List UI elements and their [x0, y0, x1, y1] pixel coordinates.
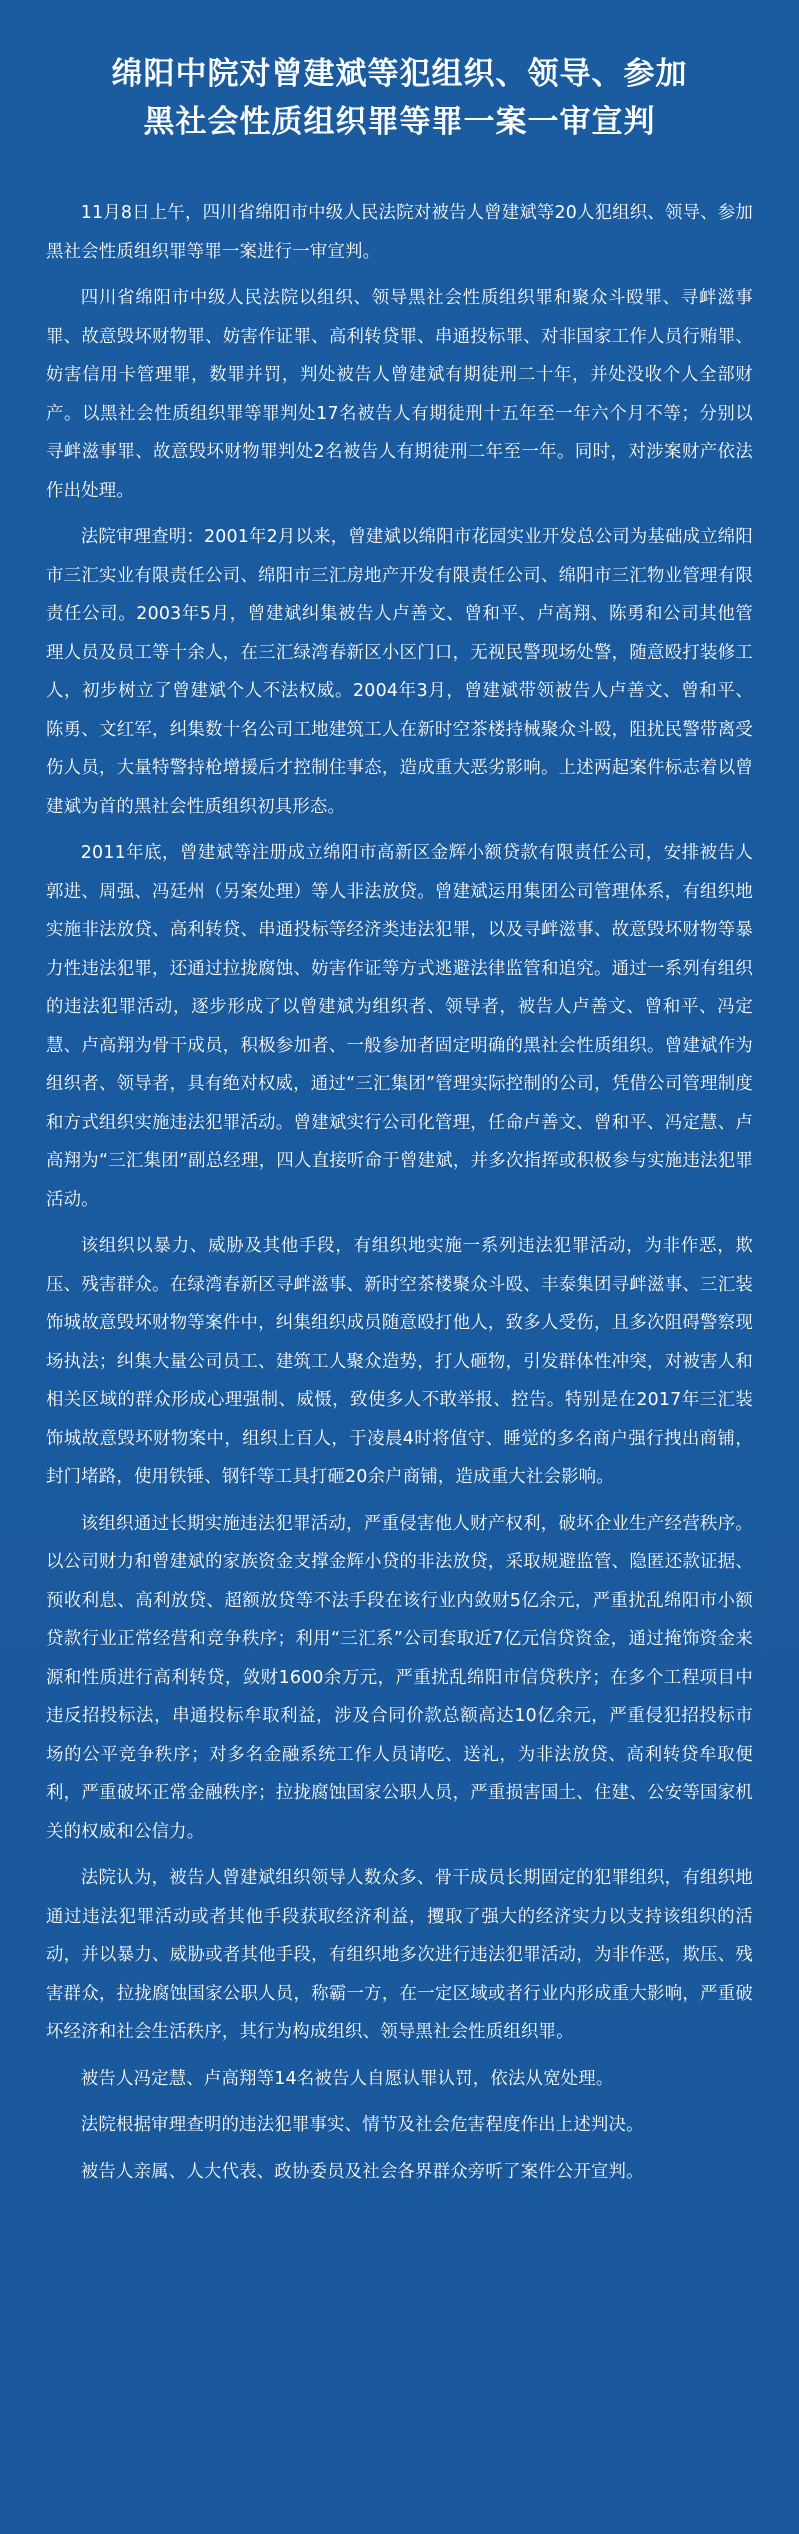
paragraph-8: 被告人冯定慧、卢高翔等14名被告人自愿认罪认罚，依法从宽处理。	[80, 2068, 614, 2089]
paragraph-1: 11月8日上午，四川省绵阳市中级人民法院对被告人曾建斌等20人犯组织、领导、参加黑社会性质组织罪等罪一案进行一审宣判。	[46, 203, 753, 262]
paragraph-9: 法院根据审理查明的违法犯罪事实、情节及社会危害程度作出上述判决。	[80, 2115, 644, 2135]
paragraph-5: 该组织以暴力、威胁及其他手段，有组织地实施一系列违法犯罪活动，为非作恶，欺压、残害群众。在绿湾春新区寻衅滋事、新时空茶楼聚众斗殴、丰泰集团寻衅滋事、三汇装饰城故意毁坏财物等案件中，纠集组织成员随意殴打他人，致多人受伤，且多次阻碍警察现场执法；纠集大量公司员工、建筑工人聚众造势，打人砸物，引发群体性冲突，对被害人和相关区域的群众形成心理强制、威慑，致使多人不敢举报、控告。特别是在2017年三汇装饰城故意毁坏财物案中，组织上百人，于凌晨4时将值守、睡觉的多名商户强行拽出商铺，封门堵路，使用铁锤、钢钎等工具打砸20余户商铺，造成重大社会影响。	[46, 1236, 753, 1487]
paragraph-2: 四川省绵阳市中级人民法院以组织、领导黑社会性质组织罪和聚众斗殴罪、寻衅滋事罪、故意毁坏财物罪、妨害作证罪、高利转贷罪、串通投标罪、对非国家工作人员行贿罪、妨害信用卡管理罪，数罪并罚，判处被告人曾建斌有期徒刑二十年，并处没收个人全部财产。以黑社会性质组织罪等罪判处17名被告人有期徒刑十五年至一年六个月不等；分别以寻衅滋事罪、故意毁坏财物罪判处2名被告人有期徒刑二年至一年。同时，对涉案财产依法作出处理。	[46, 288, 753, 501]
article-body	[46, 194, 753, 2191]
paragraph-4: 2011年底，曾建斌等注册成立绵阳市高新区金辉小额贷款有限责任公司，安排被告人郭进、周强、冯廷州（另案处理）等人非法放贷。曾建斌运用集团公司管理体系，有组织地实施非法放贷、高利转贷、串通投标等经济类违法犯罪，以及寻衅滋事、故意毁坏财物等暴力性违法犯罪，还通过拉拢腐蚀、妨害作证等方式逃避法律监管和追究。通过一系列有组织的违法犯罪活动，逐步形成了以曾建斌为组织者、领导者，被告人卢善文、曾和平、冯定慧、卢高翔为骨干成员，积极参加者、一般参加者固定明确的黑社会性质组织。曾建斌作为组织者、领导者，具有绝对权威，通过“三汇集团”管理实际控制的公司，凭借公司管理制度和方式组织实施违法犯罪活动。曾建斌实行公司化管理，任命卢善文、曾和平、冯定慧、卢高翔为“三汇集团”副总经理，四人直接听命于曾建斌，并多次指挥或积极参与实施违法犯罪活动。	[46, 843, 753, 1210]
article-title-line-1: 绵阳中院对曾建斌等犯组织、领导、参加	[111, 56, 688, 92]
paragraph-10: 被告人亲属、人大代表、政协委员及社会各界群众旁听了案件公开宣判。	[80, 2161, 644, 2182]
article-title-line-2: 黑社会性质组织罪等罪一案一审宣判	[143, 104, 656, 140]
paragraph-6: 该组织通过长期实施违法犯罪活动，严重侵害他人财产权利，破坏企业生产经营秩序。以公司财力和曾建斌的家族资金支撑金辉小贷的非法放贷，采取规避监管、隐匿还款证据、预收利息、高利放贷、超额放贷等不法手段在该行业内敛财5亿余元，严重扰乱绵阳市小额贷款行业正常经营和竞争秩序；利用“三汇系”公司套取近7亿元信贷资金，通过掩饰资金来源和性质进行高利转贷，敛财1600余万元，严重扰乱绵阳市信贷秩序；在多个工程项目中违反招投标法，串通投标牟取利益，涉及合同价款总额高达10亿余元，严重侵犯招投标市场的公平竞争秩序；对多名金融系统工作人员请吃、送礼，为非法放贷、高利转贷牟取便利，严重破坏正常金融秩序；拉拢腐蚀国家公职人员，严重损害国土、住建、公安等国家机关的权威和公信力。	[46, 1513, 753, 1842]
article-title	[46, 50, 753, 146]
paragraph-7: 法院认为，被告人曾建斌组织领导人数众多、骨干成员长期固定的犯罪组织，有组织地通过违法犯罪活动或者其他手段获取经济利益，攫取了强大的经济实力以支持该组织的活动，并以暴力、威胁或者其他手段，有组织地多次进行违法犯罪活动，为非作恶，欺压、残害群众，拉拢腐蚀国家公职人员，称霸一方，在一定区域或者行业内形成重大影响，严重破坏经济和社会生活秩序，其行为构成组织、领导黑社会性质组织罪。	[46, 1868, 753, 2042]
paragraph-3: 法院审理查明：2001年2月以来，曾建斌以绵阳市花园实业开发总公司为基础成立绵阳市三汇实业有限责任公司、绵阳市三汇房地产开发有限责任公司、绵阳市三汇物业管理有限责任公司。2003年5月，曾建斌纠集被告人卢善文、曾和平、卢高翔、陈勇和公司其他管理人员及员工等十余人，在三汇绿湾春新区小区门口，无视民警现场处警，随意殴打装修工人，初步树立了曾建斌个人不法权威。2004年3月，曾建斌带领被告人卢善文、曾和平、陈勇、文红军，纠集数十名公司工地建筑工人在新时空茶楼持械聚众斗殴，阻扰民警带离受伤人员，大量特警持枪增援后才控制住事态，造成重大恶劣影响。上述两起案件标志着以曾建斌为首的黑社会性质组织初具形态。	[46, 527, 753, 817]
